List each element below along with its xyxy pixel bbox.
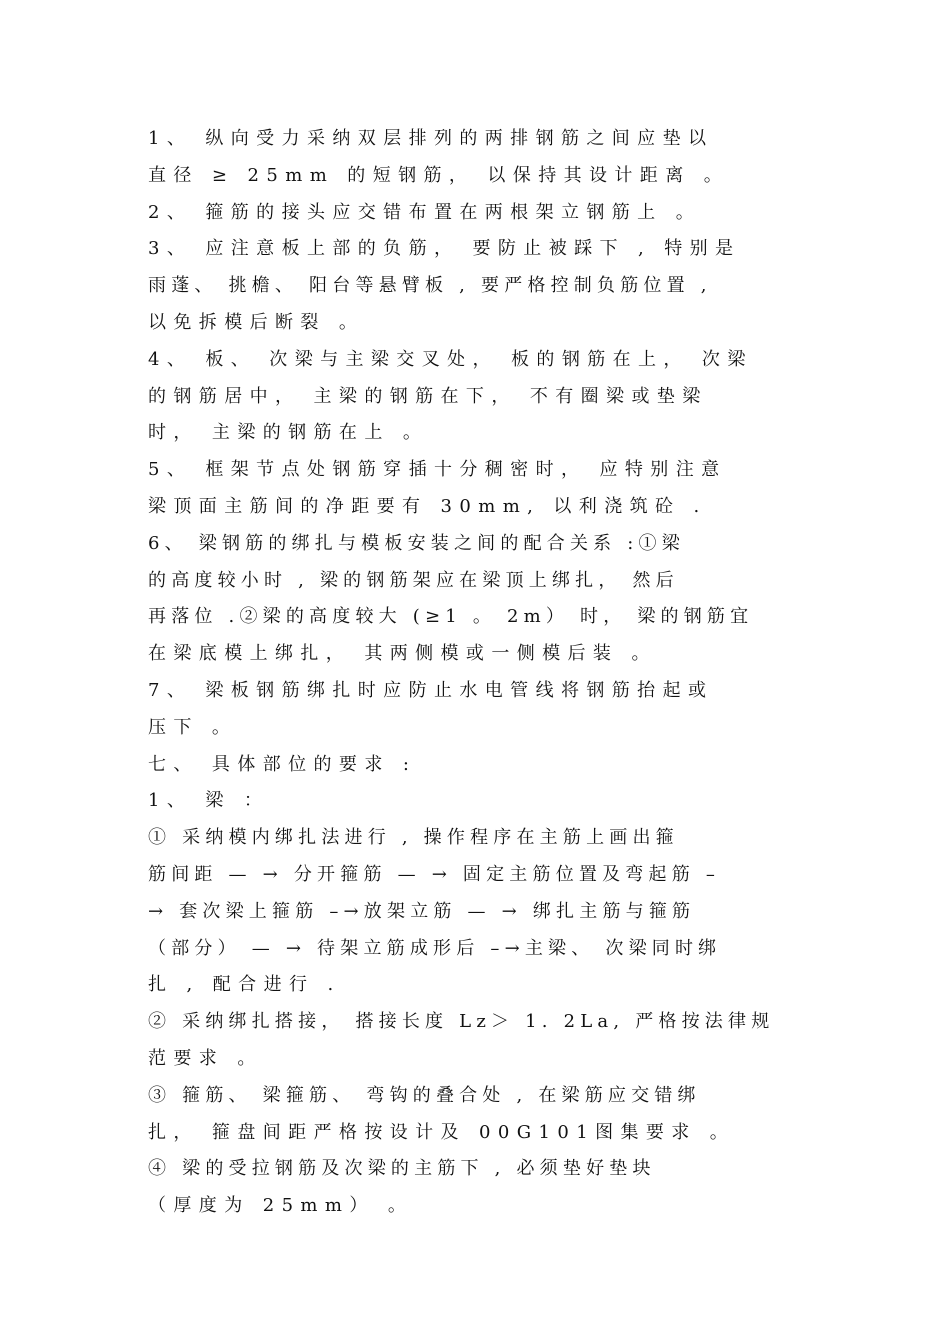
text-line: 以免拆模后断裂 。 <box>148 311 365 333</box>
text-line: 2、 箍筋的接头应交错布置在两根架立钢筋上 。 <box>148 201 702 223</box>
text-line: 雨蓬、 挑檐、 阳台等悬臂板 , 要严格控制负筋位置 , <box>148 275 712 297</box>
text-line: ③ 箍筋、 梁箍筋、 弯钩的叠合处 , 在梁筋应交错绑 <box>148 1084 701 1106</box>
text-line: 7、 梁板钢筋绑扎时应防止水电管线将钢筋抬起或 <box>148 679 714 701</box>
text-line: 时， 主梁的钢筋在上 。 <box>148 422 429 444</box>
text-line: 5、 框架节点处钢筋穿插十分稠密时， 应特别注意 <box>148 459 727 481</box>
text-line: 梁顶面主筋间的净距要有 30mm, 以利浇筑砼 . <box>148 495 707 517</box>
text-line: 压下 。 <box>148 716 238 738</box>
text-line: （部分） — → 待架立筋成形后 –→主梁、 次梁同时绑 <box>148 937 722 959</box>
text-line: 的钢筋居中， 主梁的钢筋在下， 不有圈梁或垫梁 <box>148 385 708 407</box>
text-line: （厚度为 25mm） 。 <box>148 1195 414 1217</box>
text-line: 在梁底模上绑扎， 其两侧模或一侧模后装 。 <box>148 643 657 665</box>
text-line: 扎 , 配合进行 . <box>148 974 341 996</box>
text-line: 4、 板、 次梁与主梁交叉处， 板的钢筋在上， 次梁 <box>148 348 753 370</box>
text-line: 筋间距 — → 分开箍筋 — → 固定主筋位置及弯起筋 – <box>148 863 721 885</box>
text-line: 范要求 。 <box>148 1047 263 1069</box>
text-line: 再落位 .②梁的高度较大 (≥1 。 2m） 时， 梁的钢筋宜 <box>148 606 754 628</box>
text-line: 扎， 箍盘间距严格按设计及 00G101图集要求 。 <box>148 1121 736 1143</box>
text-line: ② 采纳绑扎搭接， 搭接长度 Lz＞ 1. 2La, 严格按法律规 <box>148 1011 775 1033</box>
text-line: ① 采纳模内绑扎法进行 , 操作程序在主筋上画出箍 <box>148 827 679 849</box>
document-body <box>148 121 810 1225</box>
text-line: → 套次梁上箍筋 –→放架立筋 — → 绑扎主筋与箍筋 <box>148 900 696 922</box>
text-line: 的高度较小时 , 梁的钢筋架应在梁顶上绑扎， 然后 <box>148 569 679 591</box>
text-line: 直径 ≥ 25mm 的短钢筋， 以保持其设计距离 。 <box>148 164 730 186</box>
text-line: 1、 纵向受力采纳双层排列的两排钢筋之间应垫以 <box>148 128 714 149</box>
section-heading: 七、 具体部位的要求 : <box>148 753 417 775</box>
subsection-heading: 1、 梁 ： <box>148 790 270 812</box>
text-line: 3、 应注意板上部的负筋， 要防止被踩下 , 特别是 <box>148 238 741 260</box>
text-line: 6、 梁钢筋的绑扎与模板安装之间的配合关系 :①梁 <box>148 532 685 554</box>
text-line: ④ 梁的受拉钢筋及次梁的主筋下 , 必须垫好垫块 <box>148 1158 656 1180</box>
